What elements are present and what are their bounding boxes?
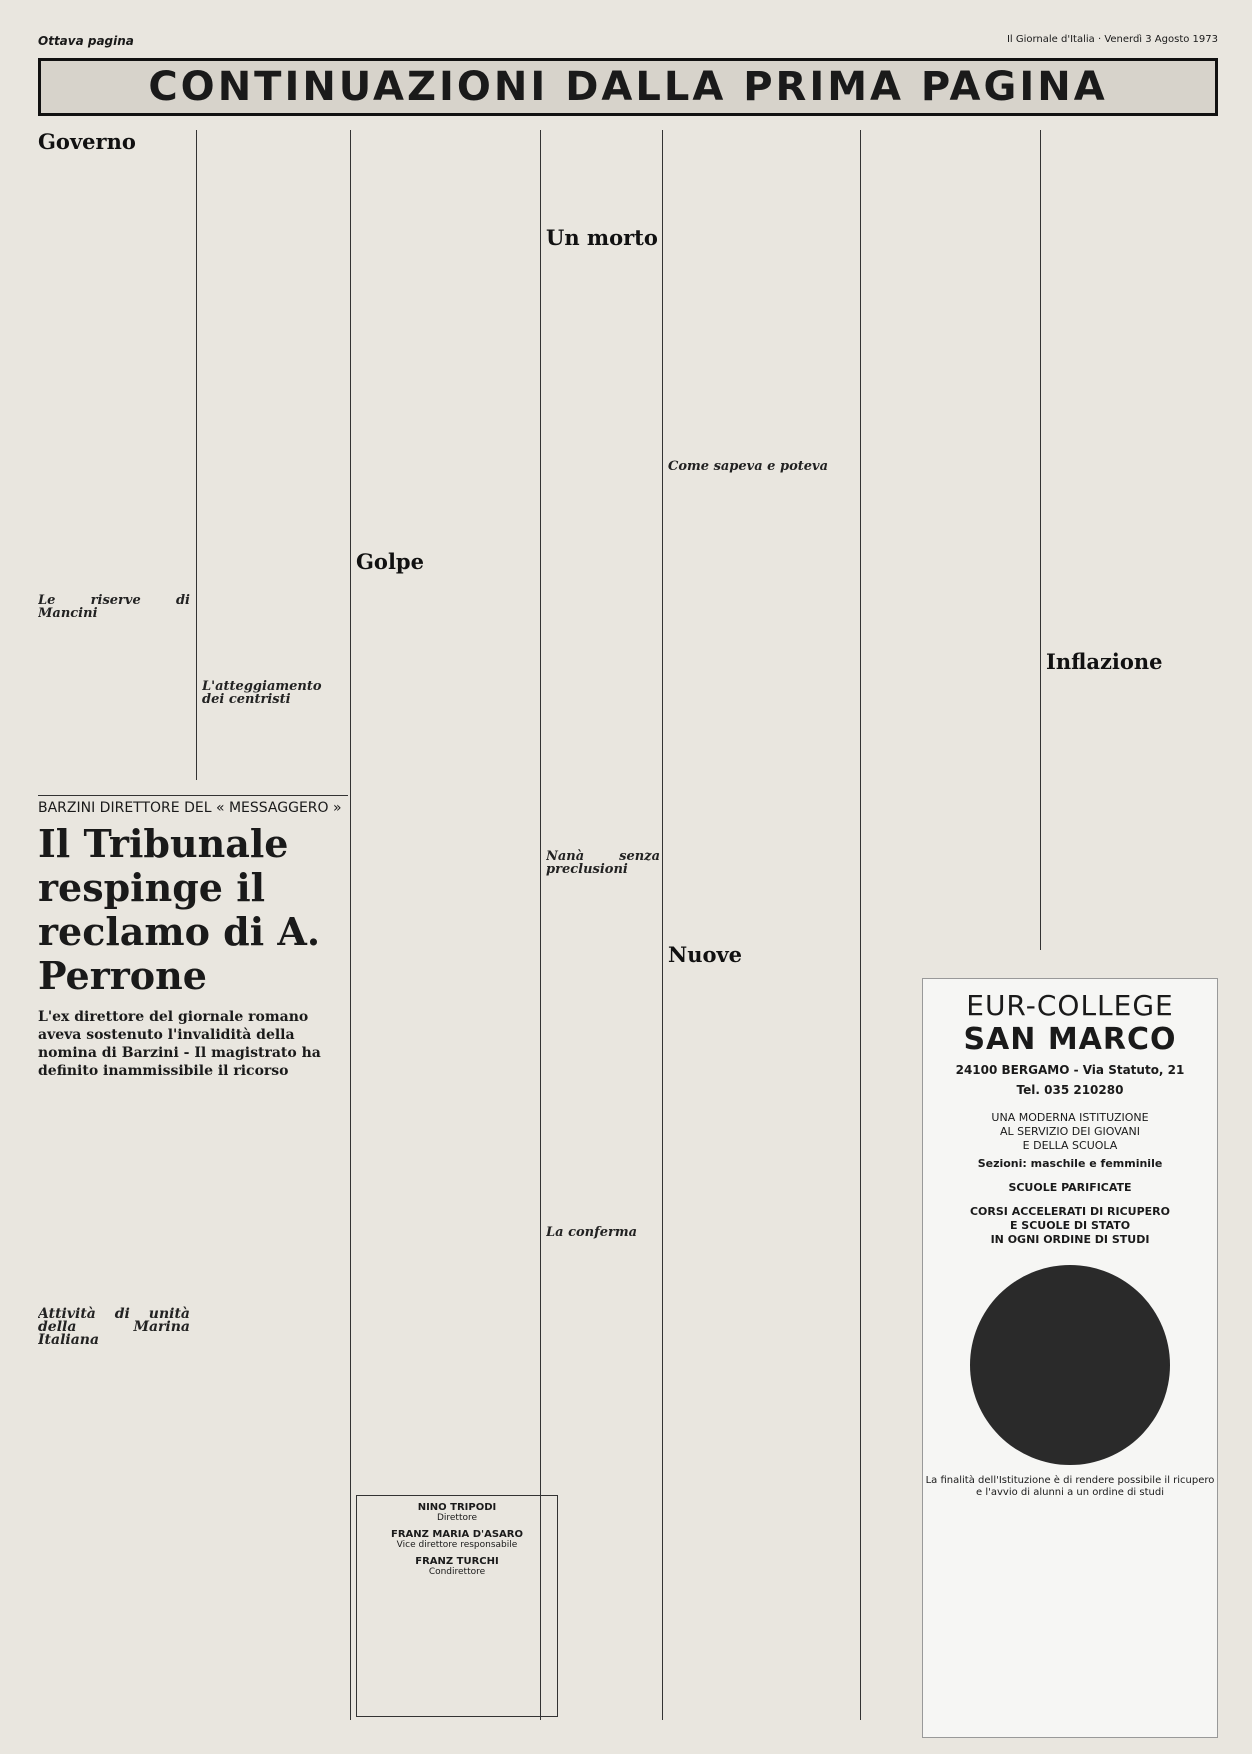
third-name: FRANZ TURCHI (415, 1556, 499, 1567)
ad-line: AL SERVIZIO DEI GIOVANI (999, 1125, 1141, 1138)
article-heading: Governo (38, 130, 136, 154)
masthead-box (356, 1495, 558, 1717)
banner-title: CONTINUAZIONI DALLA PRIMA PAGINA (148, 64, 1108, 110)
ad-brand-line-1: EUR-COLLEGE (966, 989, 1174, 1022)
ad-line: E DELLA SCUOLA (1022, 1139, 1118, 1152)
vice-name: FRANZ MARIA D'ASARO (391, 1529, 523, 1540)
third-role: Condirettore (428, 1567, 486, 1577)
article-heading: Golpe (356, 549, 424, 574)
ad-line: IN OGNI ORDINE DI STUDI (990, 1233, 1150, 1246)
subheading: Le riserve di Mancini (38, 593, 190, 621)
column-3 (356, 130, 536, 1250)
director-name: NINO TRIPODI (417, 1502, 497, 1513)
page-header (38, 34, 1218, 50)
ad-footnote: La finalità dell'Istituzione è di rendere possibile il ricupero e l'avvio di alunni a un ordine di studi (925, 1475, 1215, 1498)
column-divider (196, 130, 197, 780)
column-4 (546, 130, 660, 1730)
article-heading: Un morto (546, 225, 658, 250)
section-label: Ottava pagina (38, 34, 134, 48)
subheading: Nanà senza preclusioni (546, 849, 660, 877)
brief-article (38, 1300, 190, 1700)
ad-address: 24100 BERGAMO - Via Statuto, 21 (955, 1063, 1185, 1077)
section-divider (38, 795, 348, 796)
ad-line: E SCUOLE DI STATO (1009, 1219, 1131, 1232)
ad-brand-line-2: SAN MARCO (963, 1022, 1177, 1057)
column-divider (350, 130, 351, 1720)
brief-title: Attività di unità della Marina Italiana (38, 1306, 190, 1348)
column-divider (1040, 130, 1041, 950)
feature-kicker: BARZINI DIRETTORE DEL « MESSAGGERO » (38, 800, 342, 816)
feature-title: Il Tribunale respinge il reclamo di A. Perrone (38, 821, 321, 998)
advertisement (922, 978, 1218, 1738)
section-banner (38, 58, 1218, 116)
column-1 (38, 130, 190, 780)
ad-line: SCUOLE PARIFICATE (1008, 1181, 1132, 1194)
column-divider (662, 130, 663, 1720)
ad-line: CORSI ACCELERATI DI RICUPERO (969, 1205, 1170, 1218)
column-6 (866, 130, 1036, 950)
ad-line: Sezioni: maschile e femminile (977, 1157, 1163, 1170)
ad-phone: Tel. 035 210280 (1016, 1083, 1124, 1097)
column-2 (202, 130, 344, 780)
vice-role: Vice direttore responsabile (396, 1540, 518, 1550)
subheading: L'atteggiamento dei centristi (202, 679, 322, 707)
column-5 (668, 130, 856, 1730)
feature-dek: L'ex direttore del giornale romano aveva sostenuto l'invalidità della nomina di Barzini - Il magistrato ha definito inammissibile il ricorso (38, 1009, 321, 1079)
column-divider (860, 130, 861, 1720)
subheading: La conferma (546, 1225, 638, 1240)
column-7 (1046, 130, 1218, 950)
column-divider (540, 130, 541, 1720)
director-role: Direttore (436, 1513, 478, 1523)
feature-article (38, 800, 343, 1079)
ad-photo (970, 1265, 1170, 1465)
ad-line: UNA MODERNA ISTITUZIONE (991, 1111, 1149, 1124)
article-heading: Inflazione (1046, 649, 1163, 674)
date-line: Il Giornale d'Italia · Venerdì 3 Agosto 1973 (1006, 34, 1218, 45)
article-heading: Nuove (668, 942, 743, 967)
subheading: Come sapeva e poteva (668, 459, 828, 474)
